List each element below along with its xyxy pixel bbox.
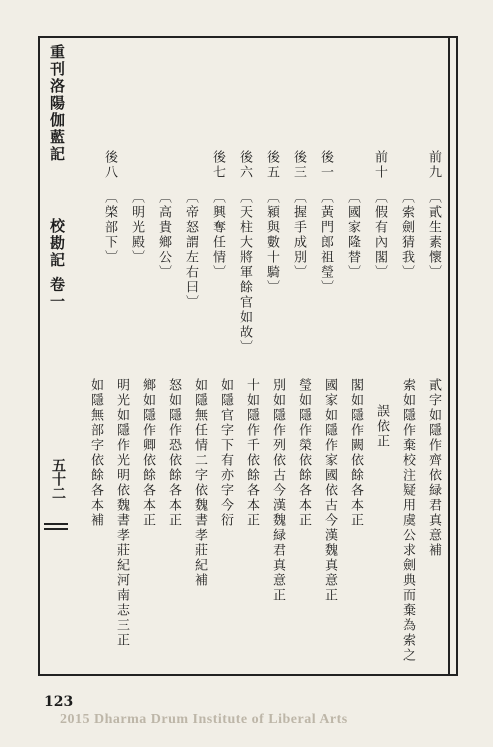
note-column: 索如隱作棄校注疑用虞公求劍典而棄為索之 [400,378,415,663]
column-heading: 〔貳生素懷〕 [426,190,441,280]
column-heading: 〔黃門郎祖瑩〕 [318,190,333,295]
rule-marks [44,520,68,532]
note-column: 誤依正 [374,404,389,449]
column-heading: 〔國家隆替〕 [345,190,360,280]
note-column: 如隱無部字依餘各本補 [88,378,103,528]
note-column: 如隱官字下有亦字今衍 [218,378,233,528]
note-column: 瑩如隱作榮依餘各本正 [296,378,311,528]
column-heading: 〔潁與數十騎〕 [264,190,279,295]
column-label: 後三 [291,150,306,180]
column-heading: 〔索劍猜我〕 [399,190,414,280]
column-heading: 〔帝怒謂左右曰〕 [183,190,198,310]
column-label: 前九 [426,150,441,180]
note-column: 怒如隱作恐依餘各本正 [166,378,181,528]
column-label: 後七 [210,150,225,180]
column-heading: 〔明光殿〕 [129,190,144,265]
column-label: 前十 [372,150,387,180]
column-heading: 〔高貴鄉公〕 [156,190,171,280]
watermark: 2015 Dharma Drum Institute of Liberal Arts [60,712,348,727]
note-column: 閣如隱作闕依餘各本正 [348,378,363,528]
note-column: 如隱無任情二字依魏書孝莊紀補 [192,378,207,588]
column-heading: 〔興奪任情〕 [210,190,225,280]
column-heading: 〔假有內閣〕 [372,190,387,280]
note-column: 明光如隱作光明依魏書孝莊紀河南志三正 [114,378,129,648]
column-label: 後五 [264,150,279,180]
note-column: 國家如隱作家國依古今漢魏真意正 [322,378,337,603]
chinese-page-number: 五十二 [50,458,66,500]
page-number: 123 [44,694,74,710]
column-heading: 〔天柱大將軍餘官如故〕 [237,190,252,355]
column-heading: 〔棨部下〕 [102,190,117,265]
note-column: 鄉如隱作卿依餘各本正 [140,378,155,528]
note-column: 十如隱作千依餘各本正 [244,378,259,528]
column-label: 後六 [237,150,252,180]
note-column: 貳字如隱作齊依緑君真意補 [426,378,441,558]
page-frame [38,36,458,676]
chapter-label: 校勘記 卷一 [48,218,66,311]
note-column: 別如隱作列依古今漢魏緑君真意正 [270,378,285,603]
book-title: 重刊洛陽伽藍記 [48,44,66,163]
column-label: 後一 [318,150,333,180]
column-heading: 〔握手成別〕 [291,190,306,280]
column-label: 後八 [102,150,117,180]
